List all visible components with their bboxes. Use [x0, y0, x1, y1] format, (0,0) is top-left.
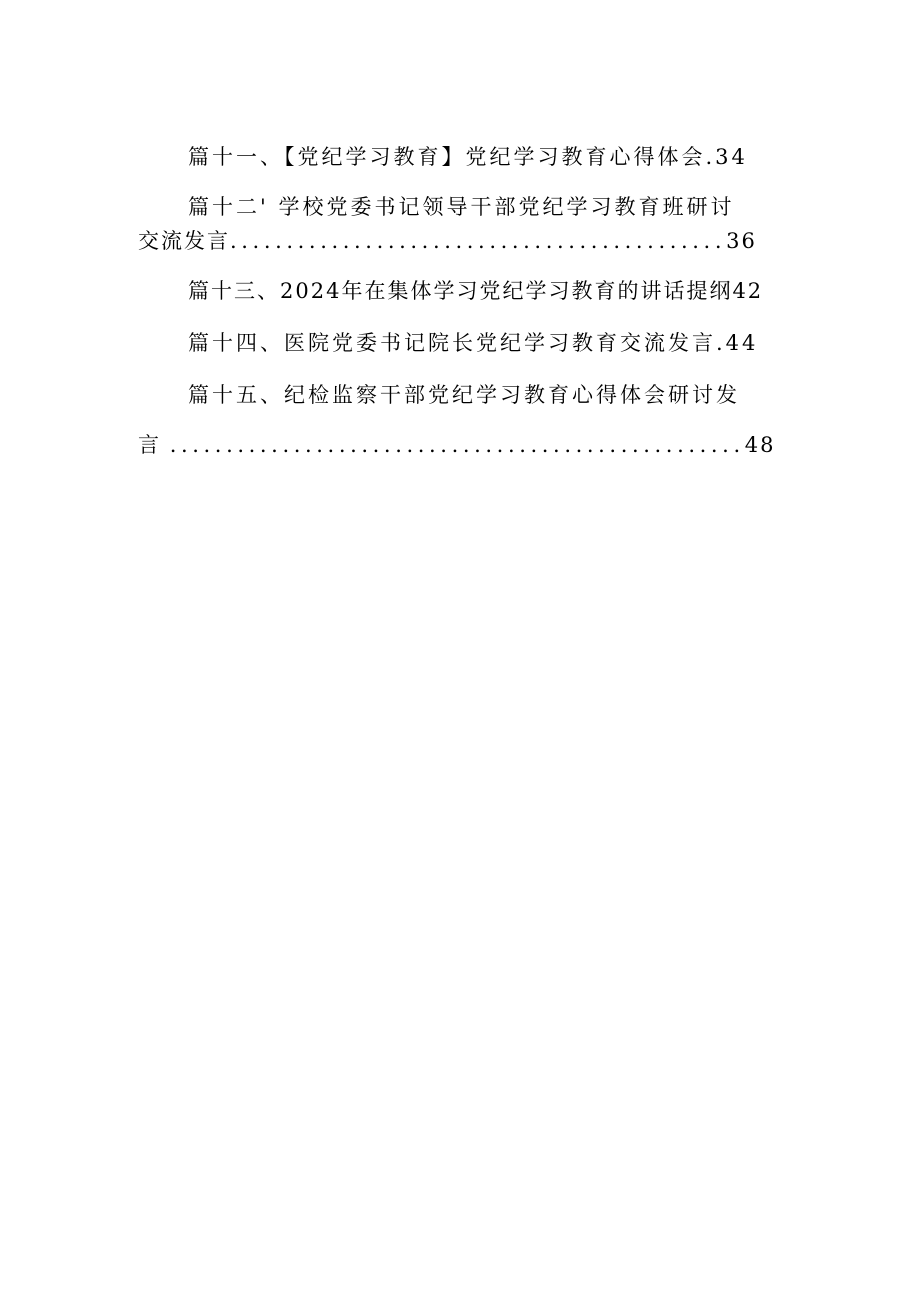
toc-entry-14[interactable]: 篇十四、医院党委书记院长党纪学习教育交流发言.44 [188, 331, 759, 355]
toc-entry-11[interactable]: 篇十一、【党纪学习教育】党纪学习教育心得体会.34 [188, 145, 748, 169]
toc-leader-dots: ............................................ [230, 229, 727, 253]
toc-entry-15-line1[interactable]: 篇十五、纪检监察干部党纪学习教育心得体会研讨发 [188, 383, 740, 407]
toc-entry-12-text: 交流发言 [138, 229, 230, 253]
toc-page-number: 36 [726, 229, 757, 253]
toc-leader-dots: ................................................... [169, 433, 745, 457]
toc-entry-12-line1[interactable]: 篇十二' 学校党委书记领导干部党纪学习教育班研讨 [188, 195, 735, 219]
toc-page-number: 48 [744, 433, 776, 457]
toc-entry-13[interactable]: 篇十三、2024年在集体学习党纪学习教育的讲话提纲42 [188, 279, 764, 303]
toc-entry-12-line2[interactable] [138, 226, 757, 256]
toc-entry-15-line2[interactable] [138, 430, 775, 460]
toc-entry-15-text: 言 [138, 433, 161, 457]
